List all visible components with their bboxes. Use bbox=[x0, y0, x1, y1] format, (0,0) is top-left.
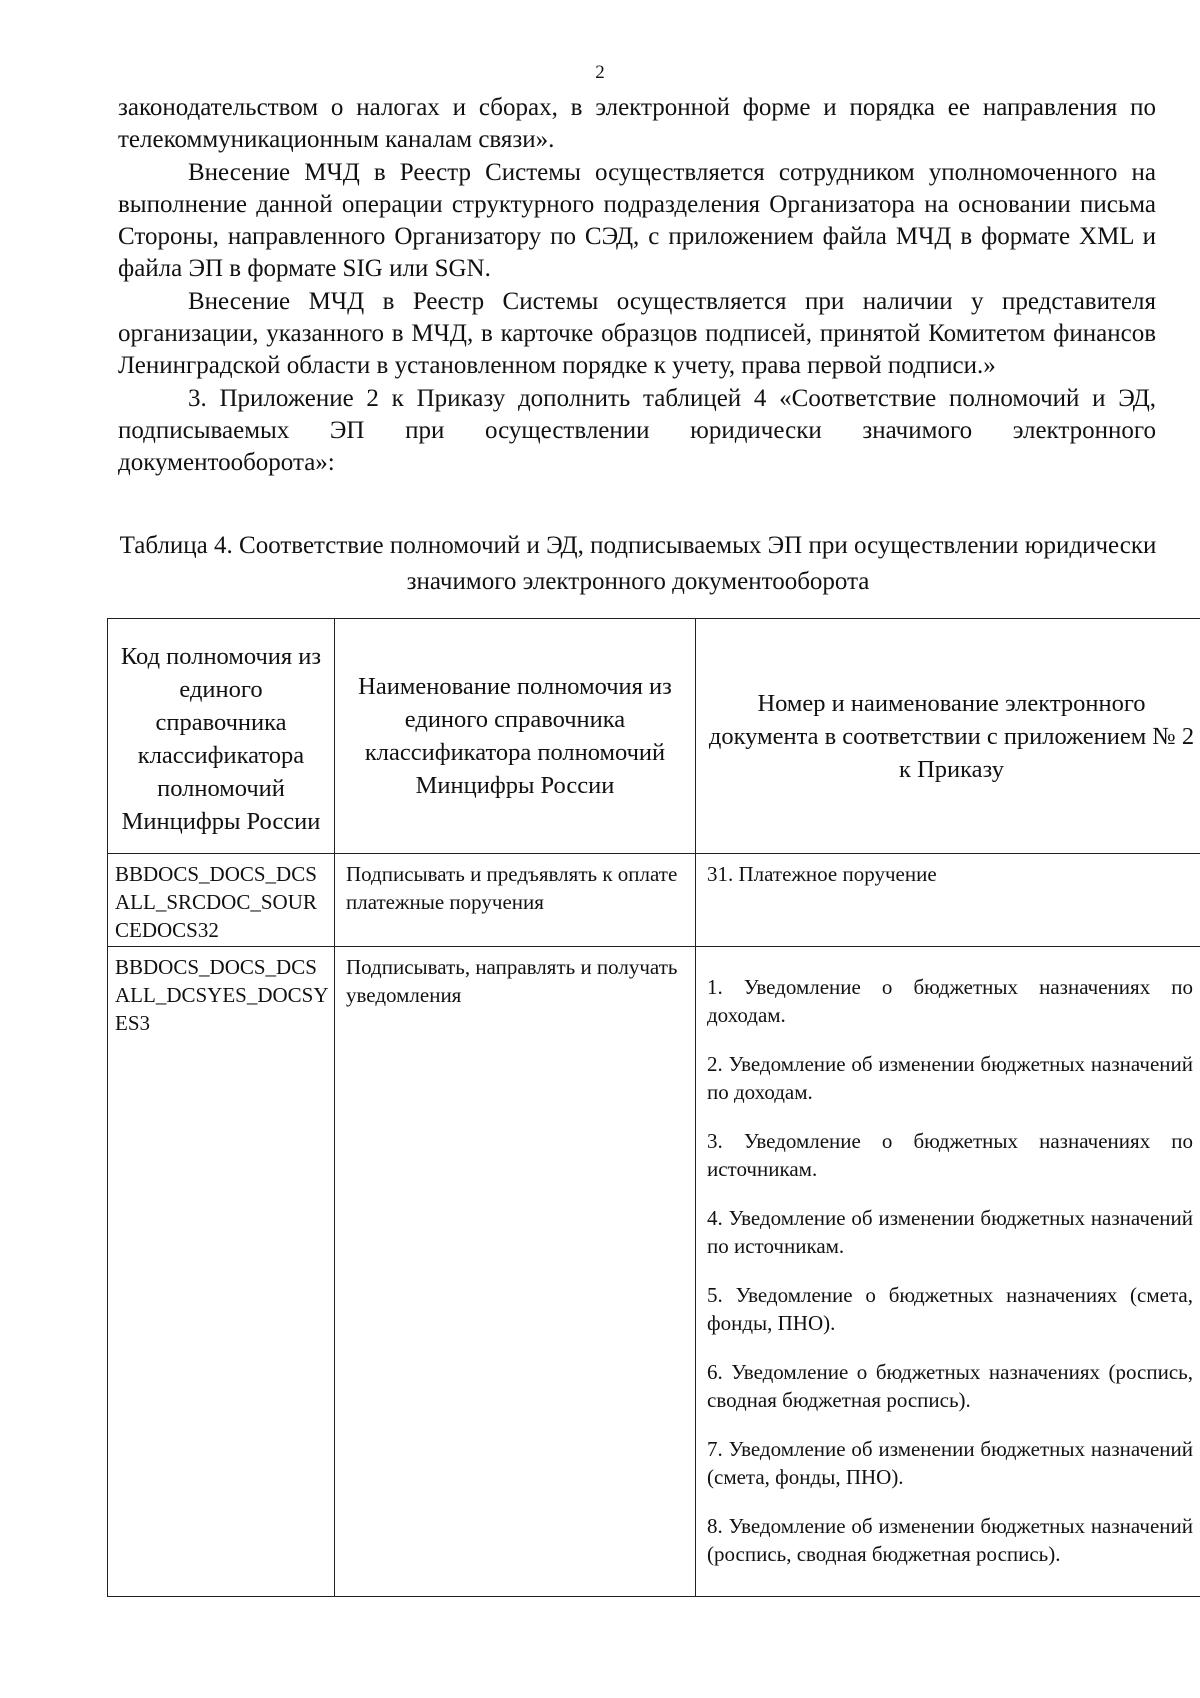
header-code: Код полномочия из единого справочника классификатора полномочий Минцифры России bbox=[108, 619, 335, 854]
list-item: 7. Уведомление об изменении бюджетных назначений (смета, фонды, ПНО). bbox=[707, 1437, 1193, 1489]
page-number: 2 bbox=[595, 62, 605, 83]
list-item: 8. Уведомление об изменении бюджетных назначений (роспись, сводная бюджетная роспись). bbox=[707, 1514, 1193, 1566]
code-cell: BBDOCS_DOCS_DCSALL_DCSYES_DOCSYES3 bbox=[108, 947, 335, 1597]
table-caption: Таблица 4. Соответствие полномочий и ЭД, подписываемых ЭП при осуществлении юридически значимого электронного документооборота bbox=[119, 532, 1157, 595]
document-cell bbox=[696, 947, 1200, 1597]
paragraph-1: законодательством о налогах и сборах, в электронной форме и порядка ее направления по телекоммуникационным каналам связи». bbox=[118, 94, 1156, 154]
list-item: 2. Уведомление об изменении бюджетных назначений по доходам. bbox=[707, 1052, 1193, 1104]
paragraph-3: Внесение МЧД в Реестр Системы осуществляется при наличии у представителя организации, указанного в МЧД, в карточке образцов подписей, принятой Комитетом финансов Ленинградской области в установленном порядке к учету, права первой подписи.» bbox=[118, 287, 1156, 380]
list-item: 3. Уведомление о бюджетных назначениях по источникам. bbox=[707, 1129, 1193, 1181]
table-row bbox=[108, 854, 1200, 947]
power-name-cell: Подписывать и предъявлять к оплате платежные поручения bbox=[335, 854, 696, 947]
code-cell: BBDOCS_DOCS_DCSALL_SRCDOC_SOURCEDOCS32 bbox=[108, 854, 335, 947]
powers-table bbox=[107, 618, 1200, 1597]
list-item: 5. Уведомление о бюджетных назначениях (смета, фонды, ПНО). bbox=[707, 1283, 1193, 1335]
body-text bbox=[118, 92, 1156, 480]
notice-list bbox=[707, 953, 1193, 1568]
paragraph-2: Внесение МЧД в Реестр Системы осуществляется сотрудником уполномоченного на выполнение данной операции структурного подразделения Организатора на основании письма Стороны, направленного Организатору по СЭД, с приложением файла МЧД в формате XML и файла ЭП в формате SIG или SGN. bbox=[118, 158, 1156, 283]
header-document: Номер и наименование электронного документа в соответствии с приложением № 2 к Приказу bbox=[696, 619, 1200, 854]
list-item: 6. Уведомление о бюджетных назначениях (роспись, сводная бюджетная роспись). bbox=[707, 1360, 1193, 1412]
power-name-cell: Подписывать, направлять и получать уведомления bbox=[335, 947, 696, 1597]
list-item: 4. Уведомление об изменении бюджетных назначений по источникам. bbox=[707, 1206, 1193, 1258]
header-name: Наименование полномочия из единого справочника классификатора полномочий Минцифры России bbox=[335, 619, 696, 854]
list-item: 1. Уведомление о бюджетных назначениях по доходам. bbox=[707, 975, 1193, 1027]
paragraph-4: 3. Приложение 2 к Приказу дополнить таблицей 4 «Соответствие полномочий и ЭД, подписываемых ЭП при осуществлении юридически значимого электронного документооборота»: bbox=[118, 384, 1156, 477]
table-header-row bbox=[108, 619, 1200, 854]
table-row bbox=[108, 947, 1200, 1597]
document-cell: 31. Платежное поручение bbox=[696, 854, 1200, 947]
